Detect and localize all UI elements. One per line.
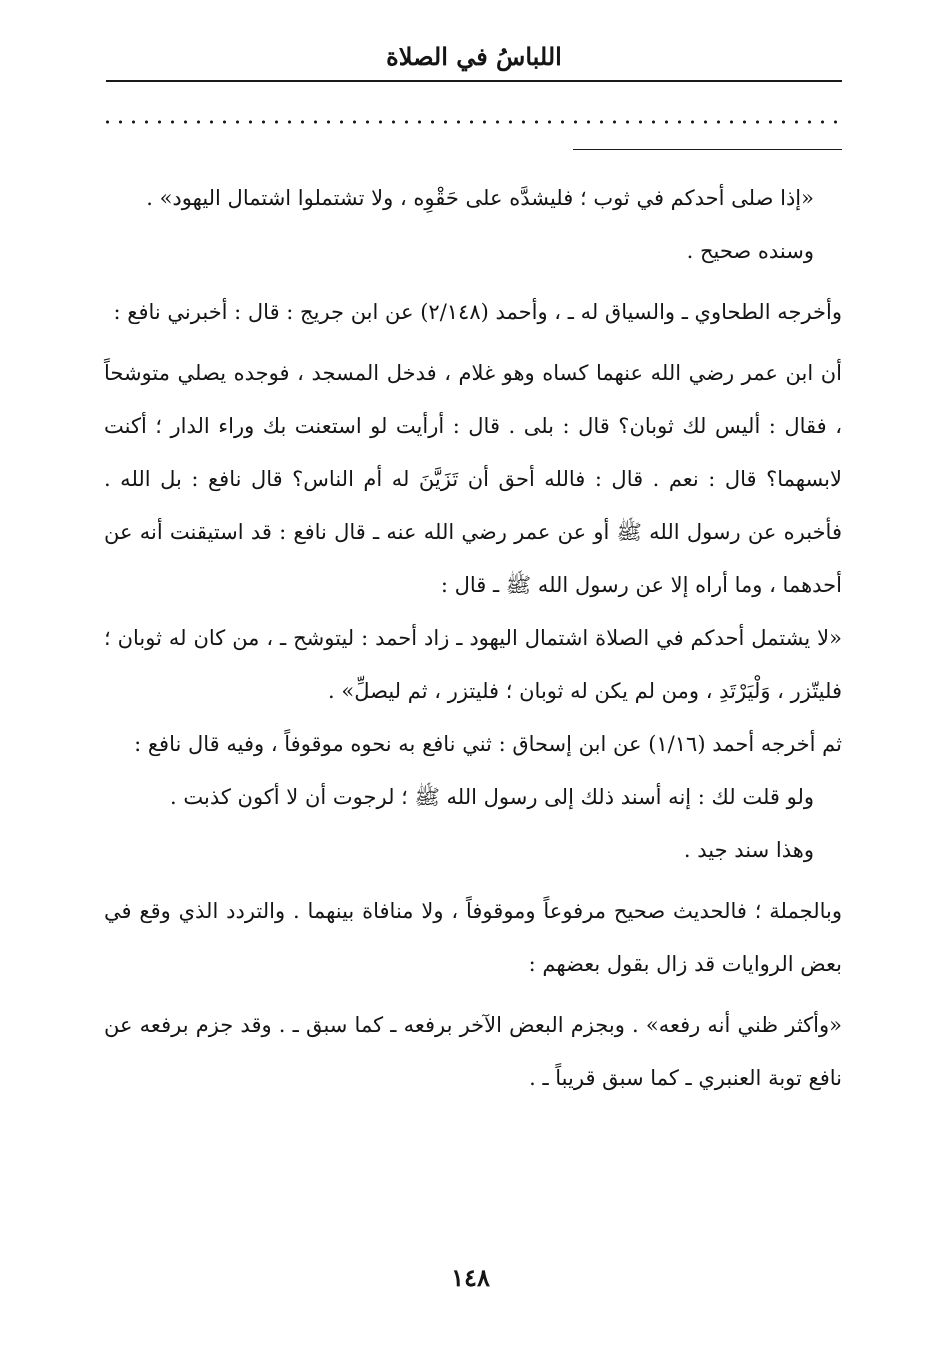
footnote-rule	[573, 149, 842, 150]
page-body-text	[104, 172, 842, 1105]
header-rule	[106, 80, 842, 82]
hadith-quote-paragraph: «إذا صلى أحدكم في ثوب ؛ فليشدَّه على حَقْوِه ، ولا تشتملوا اشتمال اليهود» .	[146, 186, 814, 210]
takhrij-paragraph: وأخرجه الطحاوي ـ والسياق له ـ ، وأحمد (٢/١٤٨) عن ابن جريج : قال : أخبرني نافع :	[113, 300, 842, 324]
hadith-quote-paragraph: «لا يشتمل أحدكم في الصلاة اشتمال اليهود ـ زاد أحمد : ليتوشح ـ ، من كان له ثوبان ؛ فليتّزر ، وَلْيَرْتَدِ ، ومن لم يكن له ثوبان ؛ فليتزر ، ثم ليصلِّ» .	[104, 626, 842, 703]
footnote-dotted-separator	[106, 116, 842, 128]
isnad-grade-paragraph: وسنده صحيح .	[686, 239, 814, 263]
page-number: ١٤٨	[451, 1263, 490, 1292]
narration-paragraph: أن ابن عمر رضي الله عنهما كساه وهو غلام ، فدخل المسجد ، فوجده يصلي متوشحاً ، فقال : أليس لك ثوبان؟ قال : بلى . قال : أرأيت لو استعنت بك وراء الدار ؛ أكنت لابسهما؟ قال : نعم . قال : فالله أحق أن تَزَيَّنَ له أم الناس؟ قال نافع : بل الله . فأخبره عن رسول الله ﷺ أو عن عمر رضي الله عنه ـ قال نافع : قد استيقنت أنه عن أحدهما ، وما أراه إلا عن رسول الله ﷺ ـ قال :	[104, 361, 842, 597]
conclusion-paragraph: «وأكثر ظني أنه رفعه» . وبجزم البعض الآخر برفعه ـ كما سبق ـ . وقد جزم برفعه عن نافع توبة العنبري ـ كما سبق قريباً ـ .	[104, 1013, 842, 1090]
narration-paragraph: ولو قلت لك : إنه أسند ذلك إلى رسول الله ﷺ ؛ لرجوت أن لا أكون كذبت .	[170, 785, 814, 809]
running-header-title: اللباسُ في الصلاة	[386, 42, 562, 71]
isnad-grade-paragraph: وهذا سند جيد .	[683, 838, 814, 862]
takhrij-paragraph: ثم أخرجه أحمد (١/١٦) عن ابن إسحاق : ثني نافع به نحوه موقوفاً ، وفيه قال نافع :	[134, 732, 842, 756]
conclusion-paragraph: وبالجملة ؛ فالحديث صحيح مرفوعاً وموقوفاً ، ولا منافاة بينهما . والتردد الذي وقع في بعض الروايات قد زال بقول بعضهم :	[104, 899, 842, 976]
